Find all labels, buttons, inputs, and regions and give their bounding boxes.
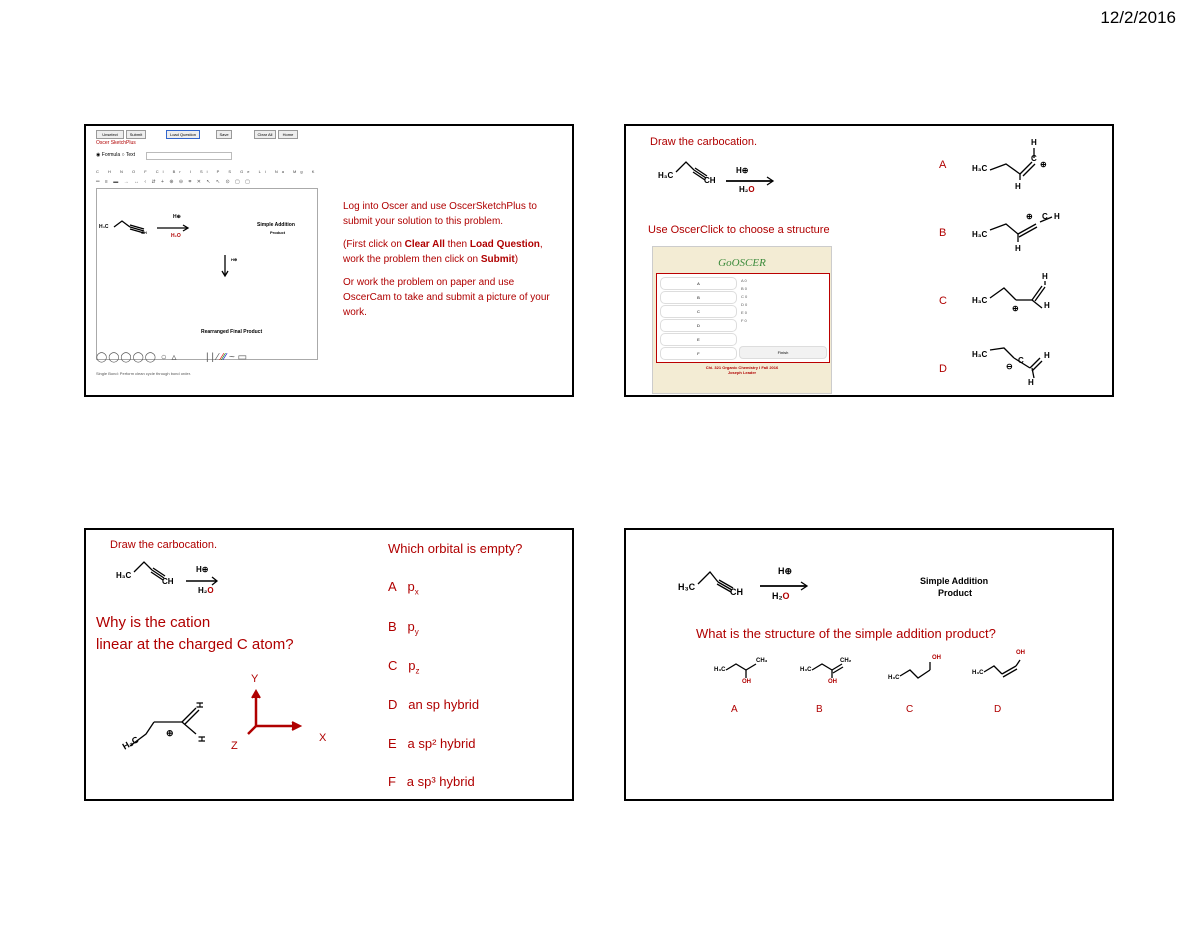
choice-b-button[interactable]: B xyxy=(660,291,737,304)
use-oscerclick-text: Use OscerClick to choose a structure xyxy=(648,224,830,236)
slide-oscer-sketch xyxy=(84,124,574,397)
footer-course: Chi. 321 Organic Chemistry I Fall 2016 xyxy=(705,365,779,370)
instr-part: , work the problem then click on xyxy=(343,239,543,265)
axis-y-label: Y xyxy=(251,673,259,685)
instr-part: then xyxy=(444,239,470,250)
option-text: p xyxy=(407,579,415,594)
struct-a-c: C xyxy=(1031,154,1037,163)
struct-d-h3c: H₃C xyxy=(972,350,988,359)
addition-question: What is the structure of the simple addition product? xyxy=(696,626,996,641)
instruction-oscercam: Or work the problem on paper and use OscerCam to take and submit a picture of your work. xyxy=(343,277,550,318)
question-line-1: Why is the cation xyxy=(96,614,211,631)
struct-d-h: H xyxy=(1044,351,1050,360)
instruction-login: Log into Oscer and use OscerSketchPlus to submit your solution to this problem. xyxy=(343,201,537,227)
h3c-label: H₃C xyxy=(99,224,109,230)
h3c-label: H₃C xyxy=(678,582,696,592)
struct-b-h: H xyxy=(1054,212,1060,221)
choice-f-button[interactable]: F xyxy=(660,347,737,360)
struct-c-plus: ⊕ xyxy=(1012,304,1019,313)
choice-tally xyxy=(741,277,747,325)
option-letter: F xyxy=(388,774,396,789)
submit-button[interactable]: Submit xyxy=(126,130,146,139)
formula-input[interactable] xyxy=(146,152,232,160)
ch-label: CH xyxy=(730,587,743,597)
down-arrow-icon xyxy=(221,255,229,277)
sketch-title: Oscer SketchPlus xyxy=(96,140,136,146)
instructions xyxy=(343,199,563,320)
h3c-label: H₃C xyxy=(658,171,674,180)
struct-d-h2: H xyxy=(1028,378,1034,387)
cation-h-top: H xyxy=(194,701,205,709)
tally-d: D 0 xyxy=(741,302,748,307)
slide-draw-carbocation xyxy=(624,124,1114,397)
ch-label: CH xyxy=(704,176,716,185)
radio-group xyxy=(96,152,135,158)
cation-h3c: H₃C xyxy=(120,734,141,752)
sketch-canvas[interactable] xyxy=(96,188,318,360)
struct-a-h3c: H₃C xyxy=(972,164,988,173)
question-line-2: linear at the charged C atom? xyxy=(96,636,294,653)
goOscer-footer xyxy=(653,365,831,375)
goOscer-panel xyxy=(652,246,832,394)
choice-c-button[interactable]: C xyxy=(660,305,737,318)
struct-c-h3c: H₃C xyxy=(972,296,988,305)
option-letter: C xyxy=(388,658,398,673)
option-letter: D xyxy=(388,697,398,712)
page-date: 12/2/2016 xyxy=(1100,8,1176,27)
product-a-h3c: H₃C xyxy=(714,667,726,673)
struct-b-plus: ⊕ xyxy=(1026,212,1033,221)
reaction-arrow-icon xyxy=(726,177,778,185)
axes-icon xyxy=(236,690,316,750)
product-d-oh: OH xyxy=(1016,650,1025,656)
load-question-button[interactable]: Load Question xyxy=(166,130,200,139)
option-a[interactable] xyxy=(388,579,419,597)
slide-title: Draw the carbocation. xyxy=(650,136,757,148)
element-palette[interactable]: C H N O F Cl Br I Si P S Ge Li Na Mg K xyxy=(96,169,319,174)
status-bar: Single Bond: Perform clean cycle through bond order. xyxy=(96,371,191,376)
product-letter-d: D xyxy=(994,704,1002,715)
struct-a-skeleton xyxy=(990,140,1060,182)
reaction-arrow-icon xyxy=(157,225,191,231)
solvent-label: H₂O xyxy=(739,185,755,194)
choice-letter-d: D xyxy=(939,363,947,375)
reagent-h: H⊕ xyxy=(778,566,793,576)
reagent-h: H⊕ xyxy=(196,565,209,574)
goOscer-choice-area xyxy=(656,273,830,363)
option-text: a sp³ hybrid xyxy=(406,774,475,789)
choice-a-button[interactable]: A xyxy=(660,277,737,290)
h3c-label: H₃C xyxy=(116,571,132,580)
clear-all-button[interactable]: Clear All xyxy=(254,130,276,139)
home-button[interactable]: Home xyxy=(278,130,298,139)
ring-tools[interactable]: ◯◯◯◯◯ ○ ▵ xyxy=(96,352,178,363)
instr-submit: Submit xyxy=(480,254,515,265)
tally-c: C 0 xyxy=(741,294,748,299)
product-letter-c: C xyxy=(906,704,914,715)
simple-addition-sub: Product xyxy=(270,230,286,235)
struct-b-h3c: H₃C xyxy=(972,230,988,239)
option-b[interactable] xyxy=(388,619,419,637)
reagent-h: H⊕ xyxy=(736,166,749,175)
product-letter-b: B xyxy=(816,704,823,715)
option-sub: z xyxy=(415,666,420,676)
product-letter-a: A xyxy=(731,704,738,715)
rearranged-label: Rearranged Final Product xyxy=(201,329,263,335)
solvent-label: H₂O xyxy=(171,233,181,239)
product-c-skeleton xyxy=(900,660,940,684)
simple-addition-sub: Product xyxy=(938,588,973,598)
orbital-question: Which orbital is empty? xyxy=(388,541,523,556)
question-linear xyxy=(96,612,294,656)
option-e[interactable] xyxy=(388,736,475,751)
instr-part: (First click on xyxy=(343,239,405,250)
choice-d-button[interactable]: D xyxy=(660,319,737,332)
option-letter: A xyxy=(388,579,397,594)
option-sub: x xyxy=(414,587,419,597)
option-letter: E xyxy=(388,736,397,751)
reaction-arrow-icon xyxy=(186,577,222,585)
radio-formula-icon[interactable]: ◉ xyxy=(96,152,101,158)
option-text: a sp² hybrid xyxy=(407,736,476,751)
save-button[interactable]: Save xyxy=(216,130,232,139)
option-text: an sp hybrid xyxy=(408,697,480,712)
goOscer-logo: GoOSCER xyxy=(718,257,766,269)
radio-text-label: Text xyxy=(125,152,136,158)
axis-x-label: X xyxy=(319,732,327,744)
tally-b: B 0 xyxy=(741,286,748,291)
instr-part: ) xyxy=(514,254,519,265)
solvent-label: H₂O xyxy=(772,591,790,601)
option-c[interactable] xyxy=(388,658,419,676)
product-d-h3c: H₃C xyxy=(972,670,984,676)
struct-b-h2: H xyxy=(1015,244,1021,253)
struct-a-h2: H xyxy=(1015,182,1021,191)
option-f[interactable] xyxy=(388,774,475,789)
alkyne-skeleton xyxy=(114,219,154,233)
bond-tools[interactable]: ═ ≡ ▬ → ↔ ‹ ⇵ + ⊕ ⊖ ⌗ ✕ ↖ ↖ ⊙ ▢ ▢ xyxy=(96,179,252,185)
cation-h-bottom: H xyxy=(196,735,207,743)
product-a-ch3: CH₃ xyxy=(756,658,768,664)
down-arrow-reagent: H⊕ xyxy=(231,257,238,262)
slide-linear-cation xyxy=(84,528,574,801)
reaction-arrow-icon xyxy=(760,582,812,590)
slide-title: Draw the carbocation. xyxy=(110,539,217,551)
tally-a: A 0 xyxy=(741,278,747,283)
choice-letter-a: A xyxy=(939,159,947,171)
choice-letter-c: C xyxy=(939,295,947,307)
product-c-oh: OH xyxy=(932,655,941,661)
struct-c-h-top: H xyxy=(1042,272,1048,281)
slide-simple-addition xyxy=(624,528,1114,801)
tally-f: F 0 xyxy=(741,318,747,323)
ch-label: CH xyxy=(141,230,147,235)
radio-formula-label: Formula xyxy=(101,152,121,158)
struct-c-skeleton xyxy=(990,278,1070,316)
product-d-skeleton xyxy=(984,656,1028,680)
pen-tools[interactable]: | | ∕ ∕∕∕ ~ ▭ xyxy=(206,352,248,363)
choice-letter-b: B xyxy=(939,227,947,239)
struct-d-minus: ⊖ xyxy=(1006,362,1013,371)
instr-load-question: Load Question xyxy=(469,239,540,250)
option-sub: y xyxy=(414,627,419,637)
solvent-label: H₂O xyxy=(198,586,214,595)
footer-author: Joseph Leader xyxy=(727,370,757,375)
tally-e: E 0 xyxy=(741,310,748,315)
product-a-oh: OH xyxy=(742,679,751,685)
axis-z-label: Z xyxy=(231,740,238,752)
product-b-oh: OH xyxy=(828,679,837,685)
struct-a-plus: ⊕ xyxy=(1040,160,1047,169)
option-letter: B xyxy=(388,619,397,634)
product-c-h3c: H₃C xyxy=(888,675,900,681)
reagent-h: H⊕ xyxy=(173,214,181,220)
simple-addition-label: Simple Addition xyxy=(257,222,295,228)
struct-b-c: C xyxy=(1042,212,1048,221)
finish-button[interactable]: Finish xyxy=(739,346,827,359)
option-d[interactable] xyxy=(388,697,479,712)
ch-label: CH xyxy=(162,577,174,586)
product-b-h3c: H₃C xyxy=(800,667,812,673)
radio-text-icon[interactable]: ○ xyxy=(121,152,125,158)
option-text: p xyxy=(408,658,416,673)
option-text: p xyxy=(407,619,415,634)
struct-d-c: C xyxy=(1018,356,1024,365)
product-b-ch2: CH₂ xyxy=(840,658,852,664)
struct-a-h: H xyxy=(1031,138,1037,147)
choice-e-button[interactable]: E xyxy=(660,333,737,346)
struct-c-h: H xyxy=(1044,301,1050,310)
cation-plus: ⊕ xyxy=(166,728,174,738)
unselect-button[interactable]: Unselect xyxy=(96,130,124,139)
instr-clear-all: Clear All xyxy=(404,239,445,250)
instruction-steps xyxy=(343,237,563,267)
simple-addition-label: Simple Addition xyxy=(920,576,989,586)
